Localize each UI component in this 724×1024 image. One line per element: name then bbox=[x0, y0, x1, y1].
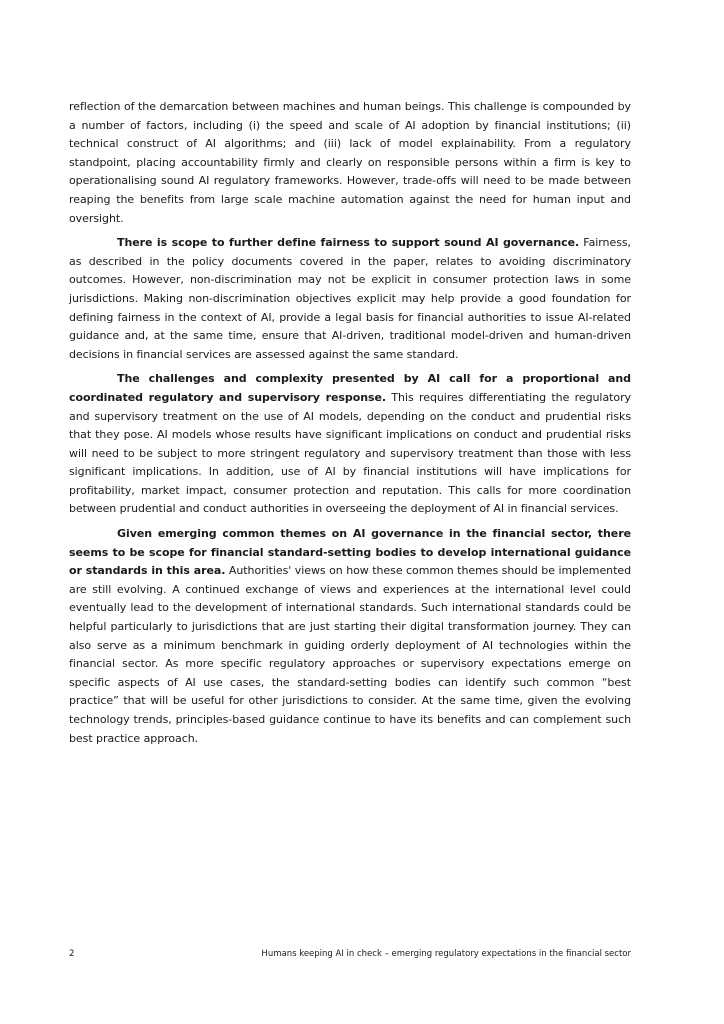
page-footer bbox=[69, 949, 631, 959]
page-number: 2 bbox=[69, 949, 75, 959]
paragraph-1 bbox=[69, 98, 631, 228]
paragraph-4-body: Authorities' views on how these common themes should be implemented are still evolving. A continued exchange of views and experiences at the international level could eventually lead to the development of international standards. Such international standards could be helpful particularly to jurisdictions that are just starting their digital transformation journey. They can also serve as a minimum benchmark in guiding orderly deployment of AI technologies within the financial sector. As more specific regulatory approaches or supervisory expectations emerge on specific aspects of AI use cases, the standard-setting bodies can identify such common “best practice” that will be useful for other jurisdictions to consider. At the same time, given the evolving technology trends, principles-based guidance continue to have its benefits and can complement such best practice approach. bbox=[69, 564, 632, 745]
paragraph-2-body: Fairness, as described in the policy documents covered in the paper, relates to avoiding discriminatory outcomes. However, non-discrimination may not be explicit in consumer protection laws in some jurisdictions. Making non-discrimination objectives explicit may help provide a good foundation for defining fairness in the context of AI, provide a legal basis for financial authorities to issue AI-related guidance and, at the same time, ensure that AI-driven, traditional model-driven and human-driven decisions in financial services are assessed against the same standard. bbox=[69, 236, 631, 361]
paragraph-4-lead: Given emerging common themes on AI governance in the financial sector, there seems to be scope for financial standard-setting bodies to develop international guidance or standards in this area. bbox=[69, 527, 631, 578]
paragraph-4 bbox=[69, 525, 631, 748]
paragraph-2-lead: There is scope to further define fairness to support sound AI governance. bbox=[117, 236, 580, 250]
document-body bbox=[69, 98, 631, 754]
paragraph-3 bbox=[69, 370, 631, 519]
paragraph-2 bbox=[69, 234, 631, 364]
running-title: Humans keeping AI in check – emerging regulatory expectations in the financial sector bbox=[261, 949, 631, 959]
paragraph-3-body: This requires differentiating the regulatory and supervisory treatment on the use of AI models, depending on the conduct and prudential risks that they pose. AI models whose results have significant implications on conduct and prudential risks will need to be subject to more stringent regulatory and supervisory treatment than those with less significant implications. In addition, use of AI by financial institutions will have implications for profitability, market impact, consumer protection and reputation. This calls for more coordination between prudential and conduct authorities in overseeing the deployment of AI in financial services. bbox=[69, 390, 632, 516]
paragraph-1-body: reflection of the demarcation between machines and human beings. This challenge is compounded by a number of factors, including (i) the speed and scale of AI adoption by financial institutions; (ii) technical construct of AI algorithms; and (iii) lack of model explainability. From a regulatory standpoint, placing accountability firmly and clearly on responsible persons within a firm is key to operationalising sound AI regulatory frameworks. However, trade-offs will need to be made between reaping the benefits from large scale machine automation against the need for human input and oversight. bbox=[69, 100, 631, 225]
paragraph-3-lead: The challenges and complexity presented by AI call for a proportional and coordinated regulatory and supervisory response. bbox=[69, 372, 631, 404]
